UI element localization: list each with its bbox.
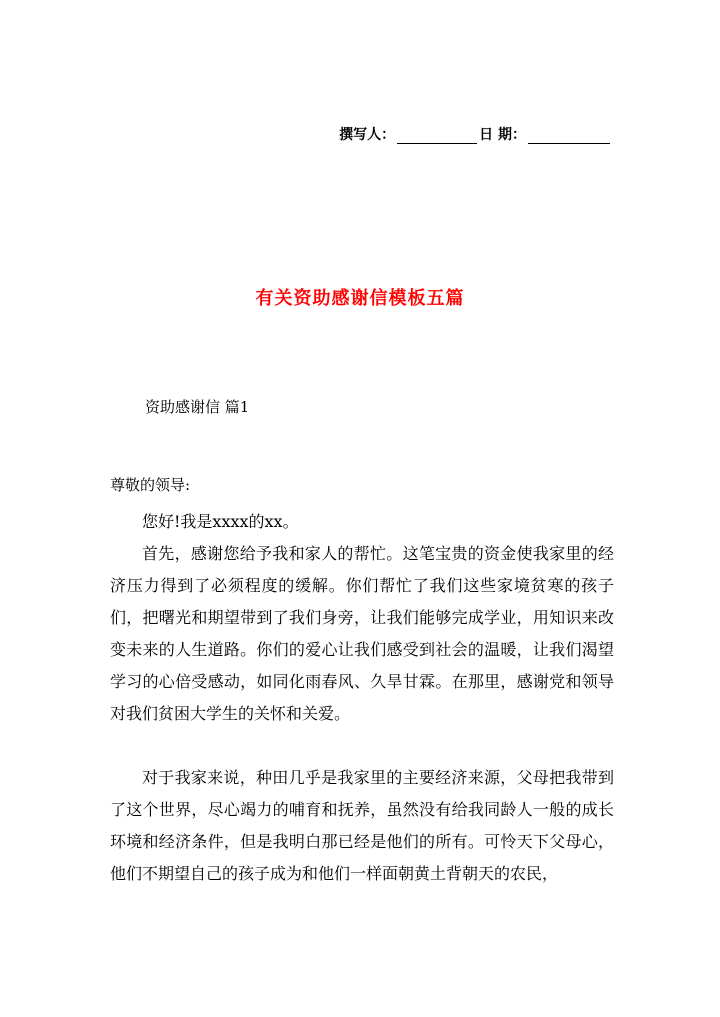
header-line [339,124,612,144]
paragraph-2: 首先，感谢您给予我和家人的帮忙。这笔宝贵的资金使我家里的经济压力得到了必须程度的缓解。你们帮忙了我们这些家境贫寒的孩子们，把曙光和期望带到了我们身旁，让我们能够完成学业，用知识来改变未来的人生道路。你们的爱心让我们感受到社会的温暖，让我们渴望学习的心倍受感动，如同化雨春风、久旱甘霖。在那里，感谢党和领导对我们贫困大学生的关怀和关爱。 [110,544,614,723]
greeting: 尊敬的领导: [110,476,191,494]
document-title: 有关资助感谢信模板五篇 [255,288,465,309]
date-label: 日 期： [479,127,526,143]
section-heading: 资助感谢信 篇1 [145,398,250,416]
paragraph-1: 您好!我是xxxx的xx。 [142,512,299,531]
date-blank-line [528,129,610,144]
writer-label: 撰写人： [339,127,396,143]
writer-blank-line [397,129,477,144]
paragraph-3: 对于我家来说，种田几乎是我家里的主要经济来源，父母把我带到了这个世界，尽心竭力的哺育和抚养，虽然没有给我同龄人一般的成长环境和经济条件，但是我明白那已经是他们的所有。可怜天下父母心，他们不期望自己的孩子成为和他们一样面朝黄土背朝天的农民， [110,768,614,883]
